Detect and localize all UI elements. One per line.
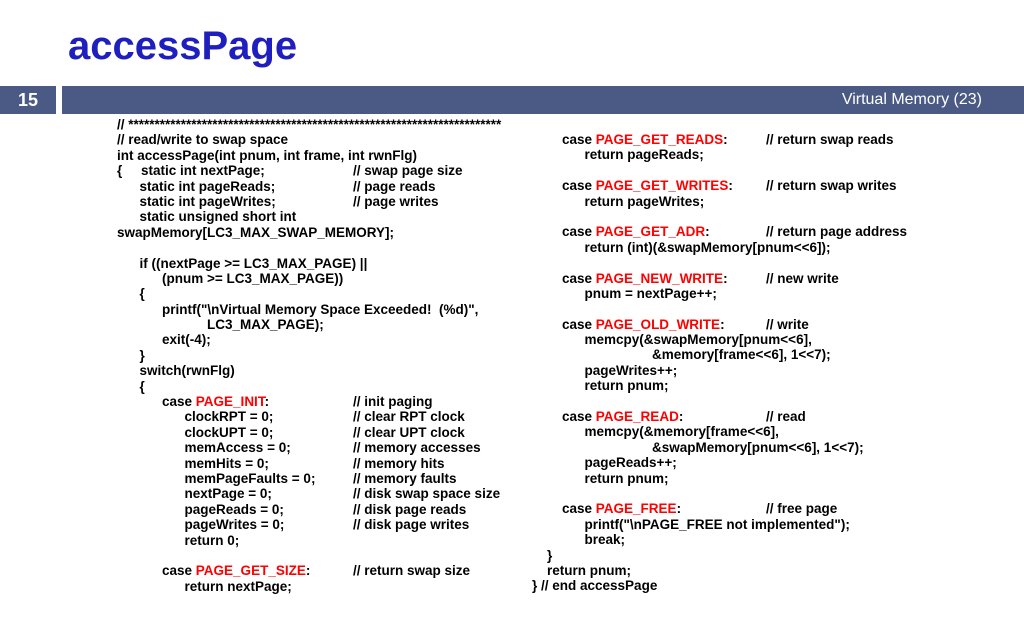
code-line bbox=[532, 409, 864, 424]
code-line bbox=[117, 163, 501, 178]
code-text: : bbox=[723, 132, 728, 147]
code-line bbox=[532, 286, 864, 301]
code-text: &swapMemory[pnum<<6], 1<<7); bbox=[532, 439, 864, 455]
header-bar bbox=[62, 86, 1024, 114]
code-line bbox=[117, 563, 501, 578]
code-line bbox=[117, 286, 501, 301]
code-line bbox=[532, 532, 864, 547]
code-line bbox=[117, 302, 501, 317]
code-text: // read/write to swap space bbox=[117, 132, 289, 148]
code-text: break; bbox=[532, 532, 626, 548]
code-line bbox=[117, 332, 501, 347]
code-line bbox=[532, 486, 864, 501]
code-comment: // return swap reads bbox=[766, 132, 894, 147]
code-line bbox=[532, 440, 864, 455]
code-line bbox=[532, 301, 864, 316]
code-line bbox=[117, 409, 501, 424]
code-comment: // swap page size bbox=[353, 163, 463, 179]
case-label-keyword: PAGE_GET_SIZE bbox=[195, 563, 306, 579]
code-text: case bbox=[532, 132, 596, 147]
code-text: case bbox=[532, 224, 596, 240]
case-label-keyword: PAGE_NEW_WRITE bbox=[595, 270, 724, 286]
code-line bbox=[532, 578, 864, 593]
code-line bbox=[532, 471, 864, 486]
case-label-keyword: PAGE_GET_ADR bbox=[595, 224, 706, 240]
code-line bbox=[117, 132, 501, 147]
code-text: static unsigned short int bbox=[117, 209, 297, 225]
code-text: : bbox=[723, 270, 728, 286]
code-text: memAccess = 0; bbox=[117, 440, 291, 456]
code-comment: // page writes bbox=[353, 193, 439, 209]
slide-number: 15 bbox=[0, 86, 56, 114]
code-text: memHits = 0; bbox=[117, 455, 269, 471]
code-text: : bbox=[678, 409, 684, 425]
code-comment: // clear RPT clock bbox=[353, 409, 465, 425]
case-label-keyword: PAGE_OLD_WRITE bbox=[595, 316, 721, 332]
code-comment: // init paging bbox=[353, 394, 433, 410]
code-text: case bbox=[532, 409, 596, 425]
code-comment: // clear UPT clock bbox=[353, 424, 465, 440]
code-text: : bbox=[305, 563, 311, 579]
code-comment: // disk page reads bbox=[353, 501, 467, 517]
code-comment: // return swap size bbox=[353, 563, 471, 579]
code-line bbox=[117, 440, 501, 455]
code-text: return 0; bbox=[117, 532, 240, 548]
code-text: return pageWrites; bbox=[532, 193, 705, 209]
code-line bbox=[532, 147, 864, 162]
code-text: memcpy(&memory[frame<<6], bbox=[532, 424, 779, 440]
code-line bbox=[532, 194, 864, 209]
code-line bbox=[117, 179, 501, 194]
code-line bbox=[117, 533, 501, 548]
code-text: pageWrites = 0; bbox=[117, 517, 285, 533]
code-text: pageWrites++; bbox=[532, 362, 678, 378]
code-comment: // write bbox=[766, 316, 809, 332]
code-line bbox=[117, 225, 501, 240]
code-text: return pnum; bbox=[532, 562, 631, 578]
code-text: return nextPage; bbox=[117, 578, 292, 594]
code-comment: // return page address bbox=[766, 224, 908, 240]
code-line bbox=[532, 347, 864, 362]
code-line bbox=[532, 209, 864, 224]
code-line bbox=[117, 379, 501, 394]
code-line bbox=[117, 471, 501, 486]
code-line bbox=[117, 256, 501, 271]
code-text: case bbox=[532, 178, 596, 194]
code-text: case bbox=[532, 270, 596, 286]
code-text: case bbox=[532, 316, 596, 332]
case-label-keyword: PAGE_GET_WRITES bbox=[595, 178, 729, 194]
code-line bbox=[532, 255, 864, 270]
code-text: pnum = nextPage++; bbox=[532, 285, 717, 301]
code-text: if ((nextPage >= LC3_MAX_PAGE) || bbox=[117, 255, 368, 271]
code-line bbox=[117, 425, 501, 440]
code-text: &memory[frame<<6], 1<<7); bbox=[532, 347, 831, 363]
code-comment: // disk page writes bbox=[353, 517, 470, 533]
code-text: memPageFaults = 0; bbox=[117, 470, 316, 486]
code-text: clockUPT = 0; bbox=[117, 424, 274, 440]
code-line bbox=[532, 317, 864, 332]
code-line bbox=[117, 317, 501, 332]
code-line bbox=[117, 271, 501, 286]
code-line bbox=[532, 224, 908, 240]
code-text: : bbox=[705, 224, 710, 240]
code-line bbox=[117, 240, 501, 255]
slide-title: accessPage bbox=[68, 24, 298, 68]
code-line bbox=[532, 163, 864, 178]
code-text: printf("\nPAGE_FREE not implemented"); bbox=[532, 516, 850, 532]
code-line bbox=[532, 178, 897, 194]
code-line bbox=[532, 378, 864, 393]
code-text: // *********************************************************************** bbox=[117, 117, 502, 132]
code-text: clockRPT = 0; bbox=[117, 409, 274, 425]
code-line bbox=[117, 456, 501, 471]
code-text: pageReads++; bbox=[532, 455, 677, 471]
code-line bbox=[532, 424, 864, 439]
code-comment: // page reads bbox=[353, 178, 436, 194]
code-line bbox=[532, 548, 864, 563]
code-line bbox=[532, 132, 894, 147]
code-line bbox=[117, 394, 501, 409]
code-text: { static int nextPage; bbox=[117, 163, 265, 179]
code-text: nextPage = 0; bbox=[117, 486, 272, 502]
code-text: pageReads = 0; bbox=[117, 501, 284, 517]
code-line bbox=[117, 517, 501, 532]
code-text: { bbox=[117, 286, 145, 302]
code-line bbox=[532, 563, 864, 578]
code-block-right bbox=[532, 132, 908, 594]
code-comment: // new write bbox=[766, 270, 839, 286]
code-comment: // memory faults bbox=[353, 470, 457, 486]
code-line bbox=[117, 209, 501, 224]
case-label-keyword: PAGE_INIT bbox=[195, 394, 265, 410]
code-text: return (int)(&swapMemory[pnum<<6]); bbox=[532, 239, 831, 255]
code-text: : bbox=[728, 178, 733, 194]
code-text: (pnum >= LC3_MAX_PAGE)) bbox=[117, 270, 344, 286]
code-line bbox=[117, 348, 501, 363]
case-label-keyword: PAGE_FREE bbox=[595, 501, 677, 517]
code-text: switch(rwnFlg) bbox=[117, 363, 235, 379]
code-line bbox=[532, 394, 864, 409]
code-comment: // free page bbox=[766, 501, 838, 517]
code-comment: // return swap writes bbox=[766, 178, 897, 194]
code-text: { bbox=[117, 378, 145, 394]
code-text: printf("\nVirtual Memory Space Exceeded! (%d)", bbox=[117, 301, 479, 317]
code-text: LC3_MAX_PAGE); bbox=[117, 317, 324, 333]
code-comment: // disk swap space size bbox=[353, 486, 501, 502]
code-text: : bbox=[720, 316, 725, 332]
code-comment: // read bbox=[766, 409, 806, 425]
code-line bbox=[532, 517, 864, 532]
code-line bbox=[532, 240, 864, 255]
code-text: } // end accessPage bbox=[532, 578, 658, 594]
code-text: return pnum; bbox=[532, 378, 669, 394]
code-text: memcpy(&swapMemory[pnum<<6], bbox=[532, 332, 812, 348]
code-text: } bbox=[117, 347, 145, 363]
code-line bbox=[532, 271, 864, 286]
section-label: Virtual Memory (23) bbox=[841, 91, 982, 108]
case-label-keyword: PAGE_READ bbox=[595, 409, 679, 425]
code-text: return pnum; bbox=[532, 470, 669, 486]
code-text: case bbox=[117, 563, 196, 579]
code-text: case bbox=[532, 501, 596, 517]
code-block-left bbox=[117, 117, 501, 594]
code-text: : bbox=[264, 394, 270, 410]
code-text: static int pageReads; bbox=[117, 178, 276, 194]
code-text: static int pageWrites; bbox=[117, 193, 276, 209]
code-line bbox=[117, 486, 501, 501]
code-text: swapMemory[LC3_MAX_SWAP_MEMORY]; bbox=[117, 224, 395, 240]
code-line bbox=[117, 502, 501, 517]
code-text: } bbox=[532, 547, 553, 563]
code-line bbox=[117, 148, 501, 163]
code-line bbox=[117, 548, 501, 563]
code-line bbox=[532, 455, 864, 470]
code-text: : bbox=[676, 501, 682, 517]
code-text: return pageReads; bbox=[532, 147, 704, 163]
code-line bbox=[117, 363, 501, 378]
code-text: exit(-4); bbox=[117, 332, 211, 348]
code-comment: // memory accesses bbox=[353, 440, 481, 456]
code-text: case bbox=[117, 394, 196, 410]
code-line bbox=[532, 501, 864, 516]
code-line bbox=[532, 363, 864, 378]
code-comment: // memory hits bbox=[353, 455, 445, 471]
case-label-keyword: PAGE_GET_READS bbox=[595, 132, 724, 147]
code-line bbox=[117, 579, 501, 594]
code-line bbox=[532, 332, 864, 347]
code-text: int accessPage(int pnum, int frame, int rwnFlg) bbox=[117, 147, 418, 163]
code-line bbox=[117, 194, 501, 209]
code-line bbox=[117, 117, 501, 132]
